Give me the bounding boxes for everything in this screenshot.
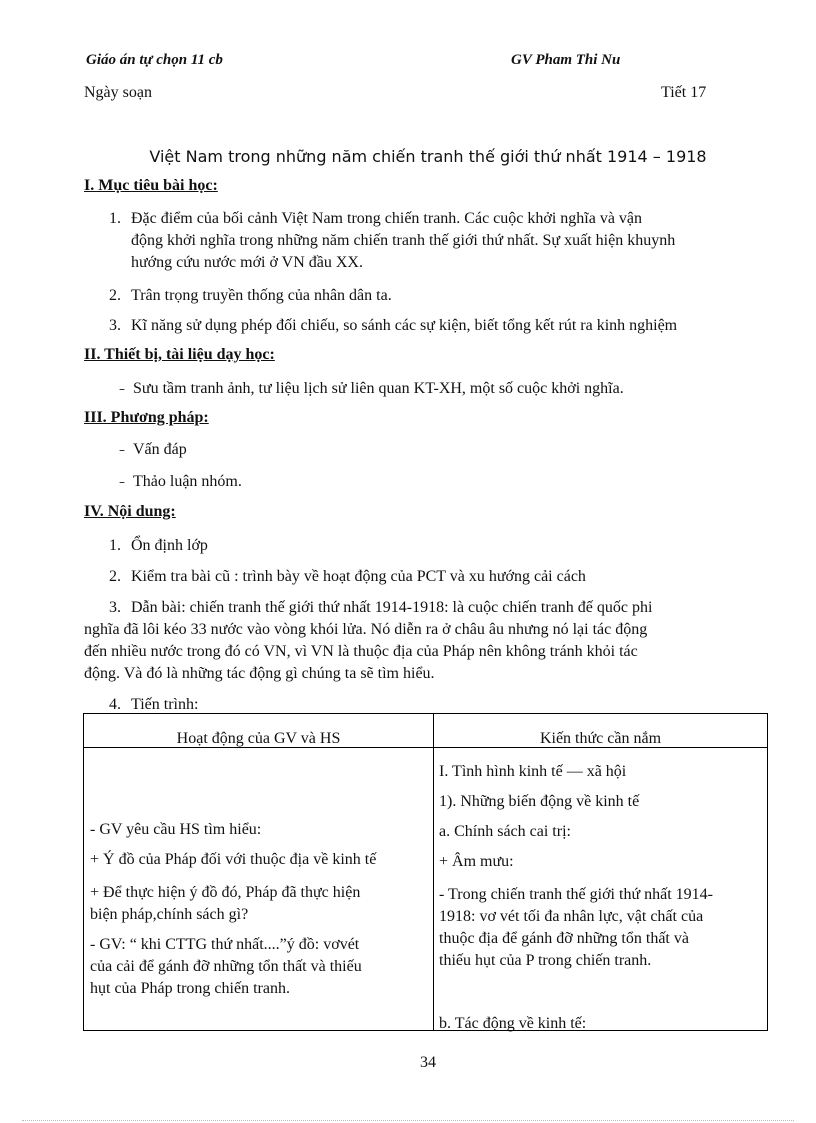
- section-method-heading: III. Phương pháp:: [84, 409, 209, 426]
- method-item-2: [119, 471, 242, 493]
- content-step-4-number: 4.: [109, 696, 121, 713]
- dash-bullet-icon: –: [119, 382, 125, 396]
- right-cell-section-heading: I. Tình hình kinh tế — xã hội: [439, 763, 627, 780]
- content-step-1-text: Ổn định lớp: [131, 537, 208, 554]
- objective-item-1-number: 1.: [109, 210, 121, 227]
- lesson-table: [83, 713, 768, 1031]
- left-cell-intent: + Ý đồ của Pháp đối với thuộc địa về kinh tế: [90, 851, 377, 868]
- right-cell-description-line-3: thuộc địa để gánh đỡ những tổn thất và: [439, 930, 689, 947]
- right-cell-impact: b. Tác động về kinh tế:: [439, 1015, 587, 1032]
- objective-item-1-line-2: động khởi nghĩa trong những năm chiến tranh thế giới thứ nhất. Sự xuất hiện khuynh: [131, 232, 676, 249]
- content-step-3: [84, 597, 774, 685]
- content-step-3-line-1: Dẫn bài: chiến tranh thế giới thứ nhất 1914-1918: là cuộc chiến tranh đế quốc phi: [131, 599, 653, 616]
- equipment-item: [119, 378, 624, 400]
- left-cell-question-line-2: biện pháp,chính sách gì?: [90, 906, 249, 923]
- objective-item-1-line-1: Đặc điểm của bối cảnh Việt Nam trong chiến tranh. Các cuộc khởi nghĩa và vận: [131, 210, 643, 227]
- date-label: Ngày soạn: [84, 84, 152, 101]
- equipment-item-text: Sưu tầm tranh ảnh, tư liệu lịch sử liên quan KT-XH, một số cuộc khởi nghĩa.: [133, 380, 624, 397]
- page-number: 34: [420, 1054, 436, 1071]
- left-cell-note-line-1: - GV: “ khi CTTG thứ nhất....”ý đồ: vơvét: [90, 936, 360, 953]
- header-course: Giáo án tự chọn 11 cb: [86, 52, 223, 68]
- content-step-2-text: Kiểm tra bài cũ : trình bày về hoạt động của PCT và xu hướng cải cách: [131, 568, 586, 585]
- section-content-heading: IV. Nội dung:: [84, 503, 176, 520]
- objective-item-1-line-3: hướng cứu nước mới ở VN đầu XX.: [131, 254, 363, 271]
- right-cell-description-line-2: 1918: vơ vét tối đa nhân lực, vật chất của: [439, 908, 704, 925]
- right-cell-description: [439, 884, 713, 972]
- content-step-2: [109, 566, 586, 588]
- content-step-4-text: Tiến trình:: [131, 696, 199, 713]
- page-title: Việt Nam trong những năm chiến tranh thế giới thứ nhất 1914 – 1918: [149, 147, 707, 166]
- objective-item-3-number: 3.: [109, 317, 121, 334]
- content-step-3-number: 3.: [109, 599, 121, 616]
- left-cell-teacher-note: [90, 934, 362, 1000]
- method-item-1-text: Vấn đáp: [133, 441, 187, 458]
- header-teacher: GV Pham Thi Nu: [511, 52, 621, 68]
- content-step-3-line-3: đến nhiều nước trong đó có VN, vì VN là thuộc địa của Pháp nên không tránh khỏi tác: [84, 643, 638, 660]
- page-bottom-divider: [22, 1120, 794, 1121]
- section-equipment-heading: II. Thiết bị, tài liệu dạy học:: [84, 346, 275, 363]
- table-column-divider: [433, 714, 434, 1030]
- left-cell-note-line-3: hụt của Pháp trong chiến tranh.: [90, 980, 290, 997]
- table-header-activities: Hoạt động của GV và HS: [176, 730, 341, 747]
- objective-item-3-text: Kĩ năng sử dụng phép đối chiếu, so sánh các sự kiện, biết tổng kết rút ra kinh nghiệm: [131, 317, 678, 334]
- method-item-1: [119, 439, 187, 461]
- objective-item-2: [109, 285, 392, 307]
- table-header-knowledge: Kiến thức cần nắm: [539, 730, 662, 747]
- objective-item-2-number: 2.: [109, 287, 121, 304]
- left-cell-question-line-1: + Để thực hiện ý đồ đó, Pháp đã thực hiện: [90, 884, 361, 901]
- objective-item-2-text: Trân trọng truyền thống của nhân dân ta.: [131, 287, 392, 304]
- lesson-number: Tiết 17: [661, 84, 707, 101]
- method-item-2-text: Thảo luận nhóm.: [133, 473, 242, 490]
- left-cell-question: [90, 882, 360, 926]
- content-step-1: [109, 535, 208, 557]
- section-objectives-heading: I. Mục tiêu bài học:: [84, 177, 218, 194]
- right-cell-description-line-4: thiếu hụt của P trong chiến tranh.: [439, 952, 652, 969]
- content-step-3-line-2: nghĩa đã lôi kéo 33 nước vào vòng khói lửa. Nó diễn ra ở châu âu nhưng nó lại tác động: [84, 621, 648, 638]
- objective-item-1: [109, 208, 769, 274]
- right-cell-subheading: 1). Những biến động về kinh tế: [439, 793, 640, 810]
- objective-item-3: [109, 315, 677, 337]
- right-cell-policy: a. Chính sách cai trị:: [439, 823, 571, 840]
- content-step-2-number: 2.: [109, 568, 121, 585]
- left-cell-request: - GV yêu cầu HS tìm hiểu:: [90, 821, 262, 838]
- right-cell-intent: + Âm mưu:: [439, 853, 514, 870]
- dash-bullet-icon: –: [119, 475, 125, 489]
- right-cell-description-line-1: - Trong chiến tranh thế giới thứ nhất 1914-: [439, 886, 713, 903]
- dash-bullet-icon: –: [119, 443, 125, 457]
- content-step-1-number: 1.: [109, 537, 121, 554]
- left-cell-note-line-2: của cải để gánh đỡ những tổn thất và thiếu: [90, 958, 362, 975]
- content-step-3-line-4: động. Và đó là những tác động gì chúng ta sẽ tìm hiểu.: [84, 665, 435, 682]
